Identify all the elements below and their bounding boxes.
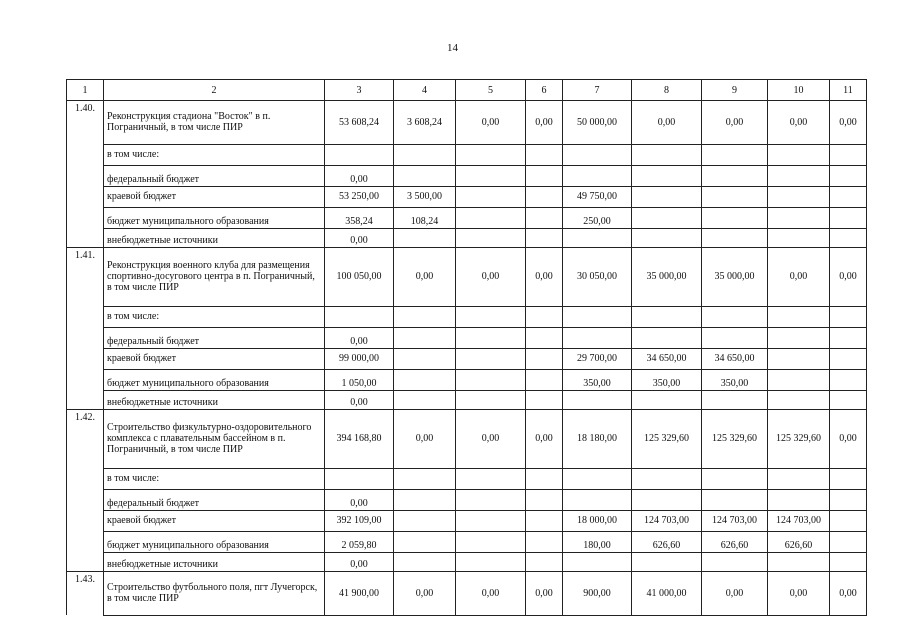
table-row	[67, 572, 867, 616]
row-label: бюджет муниципального образования	[104, 531, 325, 552]
value-cell: 0,00	[325, 489, 394, 510]
value-cell	[768, 186, 830, 207]
value-cell	[563, 228, 632, 248]
value-cell: 53 608,24	[325, 101, 394, 145]
value-cell	[456, 468, 526, 489]
value-cell	[394, 348, 456, 369]
value-cell	[830, 369, 867, 390]
value-cell: 0,00	[325, 390, 394, 410]
value-cell	[830, 390, 867, 410]
value-cell: 392 109,00	[325, 510, 394, 531]
value-cell	[394, 510, 456, 531]
value-cell: 0,00	[526, 248, 563, 307]
value-cell	[456, 531, 526, 552]
value-cell	[632, 489, 702, 510]
value-cell: 0,00	[394, 248, 456, 307]
value-cell	[632, 228, 702, 248]
value-cell: 0,00	[632, 101, 702, 145]
value-cell	[632, 468, 702, 489]
value-cell	[830, 144, 867, 165]
value-cell	[456, 306, 526, 327]
value-cell: 124 703,00	[632, 510, 702, 531]
value-cell: 18 000,00	[563, 510, 632, 531]
value-cell	[632, 144, 702, 165]
row-index	[67, 489, 104, 510]
value-cell	[702, 144, 768, 165]
table-row	[67, 306, 867, 327]
table-row	[67, 468, 867, 489]
value-cell: 124 703,00	[768, 510, 830, 531]
value-cell: 34 650,00	[632, 348, 702, 369]
row-label: бюджет муниципального образования	[104, 369, 325, 390]
row-label: в том числе:	[104, 468, 325, 489]
value-cell	[632, 207, 702, 228]
value-cell	[830, 306, 867, 327]
header-cell: 9	[702, 80, 768, 101]
value-cell	[394, 552, 456, 572]
value-cell: 35 000,00	[702, 248, 768, 307]
value-cell	[768, 144, 830, 165]
value-cell	[632, 186, 702, 207]
value-cell: 18 180,00	[563, 410, 632, 469]
value-cell	[563, 144, 632, 165]
value-cell	[830, 489, 867, 510]
value-cell: 358,24	[325, 207, 394, 228]
value-cell	[526, 348, 563, 369]
value-cell	[632, 165, 702, 186]
value-cell	[830, 531, 867, 552]
table-row	[67, 552, 867, 572]
value-cell	[830, 228, 867, 248]
value-cell: 0,00	[830, 572, 867, 616]
value-cell	[526, 186, 563, 207]
value-cell	[768, 468, 830, 489]
value-cell: 0,00	[702, 572, 768, 616]
value-cell: 35 000,00	[632, 248, 702, 307]
row-label: краевой бюджет	[104, 186, 325, 207]
value-cell	[456, 207, 526, 228]
row-index	[67, 327, 104, 348]
row-index: 1.40.	[67, 101, 104, 145]
value-cell	[563, 468, 632, 489]
value-cell: 41 900,00	[325, 572, 394, 616]
row-label: федеральный бюджет	[104, 327, 325, 348]
table-row	[67, 348, 867, 369]
value-cell	[830, 327, 867, 348]
row-index: 1.43.	[67, 572, 104, 616]
value-cell: 0,00	[768, 572, 830, 616]
value-cell: 0,00	[325, 552, 394, 572]
value-cell	[768, 327, 830, 348]
value-cell	[632, 552, 702, 572]
value-cell	[702, 165, 768, 186]
value-cell: 53 250,00	[325, 186, 394, 207]
value-cell	[394, 468, 456, 489]
value-cell	[563, 327, 632, 348]
table-row	[67, 207, 867, 228]
table-row	[67, 390, 867, 410]
value-cell: 900,00	[563, 572, 632, 616]
value-cell	[702, 390, 768, 410]
value-cell: 250,00	[563, 207, 632, 228]
value-cell	[526, 327, 563, 348]
value-cell: 0,00	[702, 101, 768, 145]
value-cell	[830, 186, 867, 207]
value-cell: 394 168,80	[325, 410, 394, 469]
row-index	[67, 306, 104, 327]
page-number: 14	[447, 42, 458, 54]
row-label: Строительство физкультурно-оздоровительного комплекса с плавательным бассейном в п. Пограничный, в том числе ПИР	[104, 410, 325, 469]
value-cell: 0,00	[768, 248, 830, 307]
value-cell	[702, 327, 768, 348]
row-index	[67, 165, 104, 186]
value-cell: 124 703,00	[702, 510, 768, 531]
value-cell: 0,00	[830, 101, 867, 145]
row-index	[67, 552, 104, 572]
value-cell	[563, 552, 632, 572]
table-row	[67, 228, 867, 248]
value-cell	[526, 228, 563, 248]
value-cell	[830, 165, 867, 186]
value-cell: 34 650,00	[702, 348, 768, 369]
value-cell	[632, 390, 702, 410]
header-cell: 11	[830, 80, 867, 101]
value-cell	[830, 207, 867, 228]
value-cell: 50 000,00	[563, 101, 632, 145]
value-cell: 0,00	[526, 572, 563, 616]
value-cell	[394, 228, 456, 248]
row-index: 1.42.	[67, 410, 104, 469]
value-cell: 99 000,00	[325, 348, 394, 369]
header-cell: 3	[325, 80, 394, 101]
value-cell: 626,60	[768, 531, 830, 552]
value-cell	[768, 306, 830, 327]
row-label: Строительство футбольного поля, пгт Лучегорск, в том числе ПИР	[104, 572, 325, 616]
value-cell	[526, 165, 563, 186]
value-cell: 3 500,00	[394, 186, 456, 207]
value-cell	[768, 369, 830, 390]
value-cell	[768, 489, 830, 510]
value-cell	[456, 510, 526, 531]
value-cell	[702, 552, 768, 572]
row-label: в том числе:	[104, 306, 325, 327]
value-cell	[325, 306, 394, 327]
value-cell	[394, 327, 456, 348]
value-cell	[526, 390, 563, 410]
value-cell: 0,00	[325, 228, 394, 248]
value-cell: 100 050,00	[325, 248, 394, 307]
table-row	[67, 165, 867, 186]
value-cell: 49 750,00	[563, 186, 632, 207]
value-cell: 0,00	[456, 410, 526, 469]
table-body	[67, 80, 867, 616]
row-index	[67, 390, 104, 410]
value-cell: 350,00	[702, 369, 768, 390]
value-cell	[702, 489, 768, 510]
value-cell	[702, 228, 768, 248]
table-row	[67, 101, 867, 145]
value-cell	[632, 327, 702, 348]
value-cell	[702, 207, 768, 228]
value-cell	[456, 327, 526, 348]
value-cell	[456, 390, 526, 410]
value-cell: 2 059,80	[325, 531, 394, 552]
row-index	[67, 468, 104, 489]
row-label: бюджет муниципального образования	[104, 207, 325, 228]
value-cell: 29 700,00	[563, 348, 632, 369]
value-cell	[456, 144, 526, 165]
value-cell	[702, 306, 768, 327]
value-cell: 0,00	[768, 101, 830, 145]
row-label: в том числе:	[104, 144, 325, 165]
value-cell	[325, 468, 394, 489]
row-index	[67, 207, 104, 228]
value-cell: 41 000,00	[632, 572, 702, 616]
table-row	[67, 144, 867, 165]
value-cell	[526, 468, 563, 489]
table-row	[67, 186, 867, 207]
table-row	[67, 369, 867, 390]
value-cell	[526, 369, 563, 390]
value-cell: 30 050,00	[563, 248, 632, 307]
value-cell: 0,00	[394, 410, 456, 469]
value-cell	[526, 306, 563, 327]
value-cell	[526, 552, 563, 572]
value-cell	[526, 207, 563, 228]
value-cell: 180,00	[563, 531, 632, 552]
value-cell	[394, 369, 456, 390]
value-cell: 626,60	[702, 531, 768, 552]
header-cell: 10	[768, 80, 830, 101]
value-cell	[456, 186, 526, 207]
row-label: Реконструкция военного клуба для размещения спортивно-досугового центра в п. Пограничный, в том числе ПИР	[104, 248, 325, 307]
value-cell	[563, 489, 632, 510]
value-cell	[456, 369, 526, 390]
value-cell	[563, 306, 632, 327]
row-index	[67, 531, 104, 552]
header-cell: 1	[67, 80, 104, 101]
value-cell: 1 050,00	[325, 369, 394, 390]
row-label: Реконструкция стадиона "Восток" в п. Пограничный, в том числе ПИР	[104, 101, 325, 145]
row-index	[67, 369, 104, 390]
header-cell: 5	[456, 80, 526, 101]
value-cell	[394, 390, 456, 410]
header-cell: 7	[563, 80, 632, 101]
table-row	[67, 531, 867, 552]
value-cell	[394, 531, 456, 552]
value-cell: 0,00	[456, 248, 526, 307]
row-index	[67, 510, 104, 531]
value-cell	[768, 390, 830, 410]
value-cell	[394, 306, 456, 327]
row-index: 1.41.	[67, 248, 104, 307]
value-cell	[456, 552, 526, 572]
header-cell: 6	[526, 80, 563, 101]
value-cell	[526, 144, 563, 165]
table-header-row	[67, 80, 867, 101]
table-row	[67, 327, 867, 348]
value-cell	[830, 348, 867, 369]
row-label: внебюджетные источники	[104, 552, 325, 572]
value-cell	[702, 468, 768, 489]
row-index	[67, 348, 104, 369]
value-cell: 626,60	[632, 531, 702, 552]
table-row	[67, 248, 867, 307]
row-label: федеральный бюджет	[104, 489, 325, 510]
value-cell	[563, 390, 632, 410]
value-cell	[456, 228, 526, 248]
value-cell: 3 608,24	[394, 101, 456, 145]
value-cell: 0,00	[526, 410, 563, 469]
budget-table	[66, 79, 867, 616]
value-cell: 0,00	[456, 101, 526, 145]
value-cell	[563, 165, 632, 186]
value-cell	[632, 306, 702, 327]
table-row	[67, 410, 867, 469]
row-label: внебюджетные источники	[104, 390, 325, 410]
value-cell: 0,00	[394, 572, 456, 616]
value-cell	[830, 552, 867, 572]
value-cell: 125 329,60	[702, 410, 768, 469]
value-cell	[768, 207, 830, 228]
table-row	[67, 489, 867, 510]
row-index	[67, 144, 104, 165]
value-cell	[768, 348, 830, 369]
row-label: краевой бюджет	[104, 348, 325, 369]
row-label: внебюджетные источники	[104, 228, 325, 248]
value-cell	[456, 348, 526, 369]
value-cell	[702, 186, 768, 207]
value-cell	[394, 144, 456, 165]
row-index	[67, 186, 104, 207]
table-row	[67, 510, 867, 531]
value-cell	[768, 552, 830, 572]
value-cell	[456, 165, 526, 186]
value-cell	[830, 468, 867, 489]
value-cell	[526, 489, 563, 510]
value-cell: 125 329,60	[768, 410, 830, 469]
value-cell	[394, 489, 456, 510]
value-cell: 108,24	[394, 207, 456, 228]
value-cell: 0,00	[526, 101, 563, 145]
value-cell	[325, 144, 394, 165]
header-cell: 8	[632, 80, 702, 101]
value-cell	[456, 489, 526, 510]
value-cell	[394, 165, 456, 186]
value-cell: 350,00	[632, 369, 702, 390]
value-cell: 125 329,60	[632, 410, 702, 469]
value-cell	[526, 510, 563, 531]
value-cell: 0,00	[830, 410, 867, 469]
header-cell: 4	[394, 80, 456, 101]
value-cell: 0,00	[325, 165, 394, 186]
row-label: краевой бюджет	[104, 510, 325, 531]
value-cell	[768, 228, 830, 248]
value-cell: 0,00	[325, 327, 394, 348]
row-index	[67, 228, 104, 248]
value-cell: 0,00	[456, 572, 526, 616]
value-cell: 350,00	[563, 369, 632, 390]
value-cell: 0,00	[830, 248, 867, 307]
value-cell	[526, 531, 563, 552]
header-cell: 2	[104, 80, 325, 101]
row-label: федеральный бюджет	[104, 165, 325, 186]
value-cell	[768, 165, 830, 186]
value-cell	[830, 510, 867, 531]
